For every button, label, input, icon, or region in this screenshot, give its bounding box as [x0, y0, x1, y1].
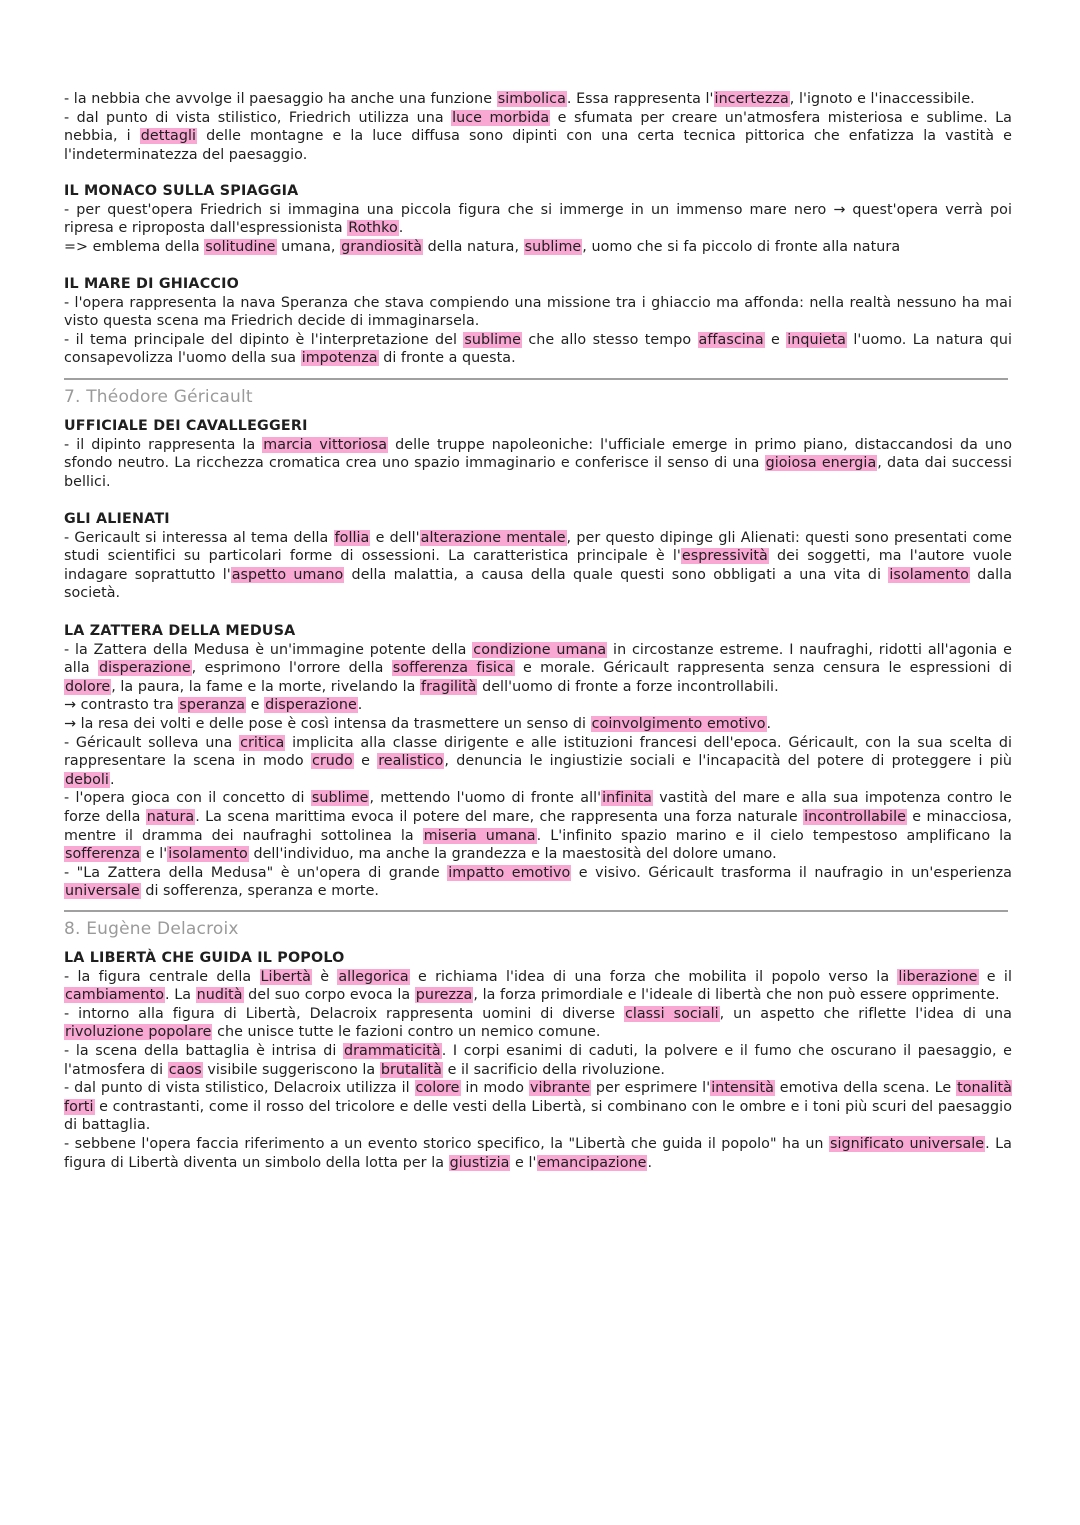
highlighted-term: affascina	[698, 331, 764, 348]
highlighted-term: sublime	[311, 790, 369, 807]
highlighted-term: aspetto umano	[231, 566, 344, 583]
text-run: delle montagne e la luce diffusa sono dipinti con una certa tecnica pittorica che enfatizza la vastità e l'indeterminatezza del paesaggio.	[64, 128, 1012, 163]
text-run: . La figura di Libertà diventa un simbolo della lotta per la	[64, 1135, 1012, 1171]
text-run: emotiva della scena. Le	[774, 1080, 957, 1097]
highlighted-term: natura	[146, 808, 195, 825]
highlighted-term: critica	[240, 734, 285, 751]
text-line	[64, 696, 1012, 715]
text-run: - l'opera gioca con il concetto di	[64, 790, 311, 807]
text-run: e	[246, 697, 265, 714]
text-run: e l'	[141, 846, 168, 863]
text-run: e minacciosa, mentre il dramma dei naufraghi sottolinea la	[64, 808, 1012, 844]
highlighted-term: liberazione	[898, 968, 978, 985]
text-run: e contrastanti, come il rosso del tricolore e delle vesti della Libertà, si combinano con le ombre e i toni più scuri del paesaggio di battaglia.	[64, 1098, 1012, 1134]
text-run: per esprimere l'	[590, 1080, 711, 1097]
highlighted-term: Rothko	[348, 220, 398, 237]
text-run: è	[311, 968, 338, 985]
text-run: - la figura centrale della	[64, 968, 260, 985]
text-line	[64, 1079, 1012, 1135]
medusa-body	[64, 641, 1012, 901]
text-run: , la forza primordiale e l'ideale di libertà che non può essere opprimente.	[473, 987, 1000, 1004]
text-line	[64, 1005, 1012, 1042]
highlighted-term: simbolica	[497, 91, 566, 107]
highlighted-term: espressività	[681, 548, 768, 565]
highlighted-term: marcia vittoriosa	[263, 436, 388, 453]
highlighted-term: follia	[334, 529, 370, 546]
text-run: di sofferenza, speranza e morte.	[140, 883, 380, 900]
section-divider	[64, 378, 1008, 380]
highlighted-term: condizione umana	[473, 641, 607, 658]
text-run: e visivo. Géricault trasforma il naufragio in un'esperienza	[571, 864, 1012, 881]
text-run: , mettendo l'uomo di fronte all'	[369, 790, 602, 807]
highlighted-term: sofferenza	[65, 846, 141, 863]
heading-alienati: GLI ALIENATI	[64, 511, 170, 527]
text-run: , l'ignoto e l'inaccessibile.	[789, 91, 975, 107]
text-run: , denuncia le ingiustizie sociali e l'incapacità del potere di proteggere i più	[444, 753, 1012, 770]
text-run: - Géricault solleva una	[64, 734, 240, 751]
text-line	[64, 734, 1012, 790]
highlighted-term: disperazione	[265, 697, 357, 714]
highlighted-term: giustizia	[449, 1154, 510, 1171]
text-run: della natura,	[423, 238, 524, 255]
highlighted-term: caos	[168, 1061, 202, 1078]
text-run: . Essa rappresenta l'	[566, 91, 714, 107]
text-run: dell'individuo, ma anche la grandezza e la maestosità del dolore umano.	[248, 846, 777, 863]
text-run: , la paura, la fame e la morte, rivelando la	[111, 678, 420, 695]
text-run: dell'uomo di fronte a forze incontrollabili.	[477, 678, 779, 695]
heading-liberta: LA LIBERTÀ CHE GUIDA IL POPOLO	[64, 950, 345, 966]
highlighted-term: rivoluzione popolare	[65, 1024, 212, 1041]
highlighted-term: nudità	[196, 987, 243, 1004]
highlighted-term: dettagli	[140, 128, 197, 145]
highlighted-term: deboli	[65, 771, 109, 788]
highlighted-term: disperazione	[98, 660, 191, 677]
text-run: visibile suggeriscono la	[202, 1061, 380, 1078]
highlighted-term: emancipazione	[537, 1154, 647, 1171]
text-run: e il	[978, 968, 1012, 985]
highlighted-term: sublime	[464, 331, 521, 348]
text-run: , un aspetto che riflette l'idea di una	[719, 1005, 1012, 1022]
highlighted-term: dolore	[65, 678, 111, 695]
text-run: - Gericault si interessa al tema della	[64, 529, 334, 546]
highlighted-term: purezza	[415, 987, 473, 1004]
highlighted-term: luce morbida	[452, 109, 550, 126]
text-run: e	[764, 331, 787, 348]
highlighted-term: grandiosità	[341, 238, 423, 255]
text-run: vastità del mare e alla sua impotenza contro le forze della	[64, 790, 1012, 825]
text-run: e richiama l'idea di una forza che mobilita il popolo verso la	[409, 968, 898, 985]
highlighted-term: coinvolgimento emotivo	[591, 715, 766, 732]
heading-monaco: IL MONACO SULLA SPIAGGIA	[64, 183, 299, 199]
text-run: del suo corpo evoca la	[243, 987, 415, 1004]
text-run: - la Zattera della Medusa è un'immagine potente della	[64, 641, 473, 658]
text-run: - sebbene l'opera faccia riferimento a un evento storico specifico, la "Libertà che guida il popolo" ha un	[64, 1135, 829, 1152]
highlighted-term: universale	[65, 883, 140, 900]
ghiaccio-block	[64, 275, 1012, 368]
text-run: e	[353, 753, 378, 770]
highlighted-term: fragilità	[421, 678, 477, 695]
highlighted-term: sublime	[524, 238, 582, 255]
text-run: delle truppe napoleoniche: l'ufficiale emerge in primo piano, distaccandosi da uno sfondo neutro. La ricchezza cromatica crea uno spazio immaginario e conferisce il senso di una	[64, 436, 1012, 472]
ufficiale-block	[64, 417, 1012, 491]
text-run: e morale. Géricault rappresenta senza censura le espressioni di	[514, 660, 1013, 677]
text-run: .	[647, 1154, 653, 1171]
text-run: - per quest'opera Friedrich si immagina una piccola figura che si immerge in un immenso mare nero → quest'opera verrà poi ripresa e riproposta dall'espressionista	[64, 201, 1012, 237]
text-run: e dell'	[370, 529, 420, 546]
text-line	[64, 529, 1012, 603]
highlighted-term: brutalità	[380, 1061, 442, 1078]
text-run: , per questo dipinge gli Alienati: questi sono presentati come studi scientifici su particolari forme di ossessioni. La caratteristica principale è l'	[64, 529, 1012, 565]
text-run: .	[357, 697, 363, 714]
text-line	[64, 968, 1012, 1005]
highlighted-term: significato universale	[829, 1135, 985, 1152]
medusa-block	[64, 622, 1012, 901]
text-line	[64, 90, 1012, 109]
text-run: della malattia, a causa della quale questi sono obbligati a una vita di	[344, 566, 889, 583]
text-run: . L'infinito spazio marino e il cielo tempestoso amplificano la	[536, 827, 1012, 844]
text-run: - "La Zattera della Medusa" è un'opera di grande	[64, 864, 448, 881]
heading-zattera-medusa: LA ZATTERA DELLA MEDUSA	[64, 623, 296, 639]
ghiaccio-body	[64, 294, 1012, 368]
text-run: , data dai successi bellici.	[64, 455, 1012, 490]
highlighted-term: sofferenza fisica	[392, 660, 514, 677]
liberta-body	[64, 968, 1012, 1173]
highlighted-term: miseria umana	[423, 827, 536, 844]
text-line	[64, 1135, 1012, 1172]
text-line	[64, 436, 1012, 492]
highlighted-term: impatto emotivo	[448, 864, 571, 881]
highlighted-term: infinita	[602, 790, 652, 807]
text-run: in circostanze estreme. I naufraghi, ridotti all'agonia e alla	[64, 641, 1012, 677]
text-run: di fronte a questa.	[378, 350, 516, 367]
heading-mare-di-ghiaccio: IL MARE DI GHIACCIO	[64, 276, 239, 292]
highlighted-term: Libertà	[260, 968, 311, 985]
text-run: → contrasto tra	[64, 697, 179, 714]
text-run: che allo stesso tempo	[521, 331, 698, 348]
highlighted-term: gioiosa energia	[765, 455, 877, 472]
highlighted-term: allegorica	[338, 968, 409, 985]
highlighted-term: colore	[415, 1080, 460, 1097]
text-line	[64, 331, 1012, 368]
highlighted-term: vibrante	[529, 1080, 590, 1097]
text-run: , esprimono l'orrore della	[191, 660, 392, 677]
section-title-gericault: 7. Théodore Géricault	[64, 387, 253, 407]
ufficiale-body	[64, 436, 1012, 492]
text-run: - dal punto di vista stilistico, Friedrich utilizza una	[64, 109, 452, 126]
text-run: implicita alla classe dirigente e alle istituzioni francesi dell'epoca. Géricault, con la sua scelta di rappresentare la scena in modo	[64, 734, 1012, 770]
text-run: che unisce tutte le fazioni contro un nemico comune.	[212, 1024, 601, 1041]
text-run: - la nebbia che avvolge il paesaggio ha anche una funzione	[64, 91, 497, 107]
highlighted-term: solitudine	[205, 238, 276, 255]
section-divider	[64, 910, 1008, 912]
text-run: - il tema principale del dipinto è l'interpretazione del	[64, 331, 464, 348]
text-run: . La	[165, 987, 196, 1004]
text-run: - il dipinto rappresenta la	[64, 436, 263, 453]
text-run: dei soggetti, ma l'autore vuole indagare soprattutto l'	[64, 548, 1012, 583]
text-line	[64, 715, 1012, 734]
text-run: - l'opera rappresenta la nava Speranza che stava compiendo una missione tra i ghiaccio ma affonda: nella realtà nessuno ha mai visto questa scena ma Friedrich decide di immaginarsela.	[64, 294, 1012, 330]
highlighted-term: isolamento	[168, 846, 248, 863]
text-line	[64, 294, 1012, 331]
text-run: .	[766, 715, 772, 732]
heading-ufficiale: UFFICIALE DEI CAVALLEGGERI	[64, 418, 308, 434]
text-run: . I corpi esanimi di caduti, la polvere e il fumo che oscurano il paesaggio, e l'atmosfera di	[64, 1042, 1012, 1078]
highlighted-term: isolamento	[889, 566, 969, 583]
text-run: umana,	[276, 238, 341, 255]
text-line	[64, 238, 1012, 257]
section-title-delacroix: 8. Eugène Delacroix	[64, 919, 239, 939]
highlighted-term: speranza	[179, 697, 246, 714]
highlighted-term: inquieta	[787, 331, 846, 348]
text-run: .	[109, 771, 115, 788]
text-run: dalla società.	[64, 566, 1013, 602]
monaco-body	[64, 201, 1012, 257]
highlighted-term: classi sociali	[624, 1005, 719, 1022]
text-line	[64, 864, 1012, 901]
highlighted-term: tonalità forti	[64, 1080, 1012, 1115]
highlighted-term: impotenza	[301, 350, 378, 367]
alienati-body	[64, 529, 1012, 603]
monaco-block	[64, 182, 1012, 256]
text-line	[64, 641, 1012, 697]
text-run: , uomo che si fa piccolo di fronte alla natura	[582, 238, 901, 255]
nebbia-paragraph	[64, 90, 1012, 164]
highlighted-term: crudo	[311, 753, 353, 770]
liberta-block	[64, 949, 1012, 1172]
highlighted-term: incontrollabile	[804, 808, 906, 825]
text-run: => emblema della	[64, 238, 205, 255]
highlighted-term: realistico	[378, 753, 444, 770]
text-run: - la scena della battaglia è intrisa di	[64, 1042, 343, 1059]
text-line	[64, 201, 1012, 238]
text-line	[64, 109, 1012, 165]
highlighted-term: alterazione mentale	[420, 529, 566, 546]
highlighted-term: incertezza	[714, 91, 789, 107]
text-run: e sfumata per creare un'atmosfera misteriosa e sublime. La nebbia, i	[64, 109, 1012, 145]
highlighted-term: cambiamento	[65, 987, 165, 1004]
text-run: in modo	[460, 1080, 529, 1097]
text-run: - dal punto di vista stilistico, Delacroix utilizza il	[64, 1080, 415, 1097]
text-run: e l'	[510, 1154, 537, 1171]
highlighted-term: intensità	[711, 1080, 774, 1097]
text-run: . La scena marittima evoca il potere del mare, che rappresenta una forza naturale	[195, 808, 804, 825]
text-run: e il sacrificio della rivoluzione.	[443, 1061, 666, 1078]
highlighted-term: drammaticità	[343, 1042, 441, 1059]
text-line	[64, 789, 1012, 863]
alienati-block	[64, 510, 1012, 603]
text-run: l'uomo. La natura qui consapevolizza l'uomo della sua	[64, 331, 1012, 367]
text-run: .	[398, 220, 404, 237]
text-run: - intorno alla figura di Libertà, Delacroix rappresenta uomini di diverse	[64, 1005, 624, 1022]
text-line	[64, 1042, 1012, 1079]
text-run: → la resa dei volti e delle pose è così intensa da trasmettere un senso di	[64, 715, 591, 732]
